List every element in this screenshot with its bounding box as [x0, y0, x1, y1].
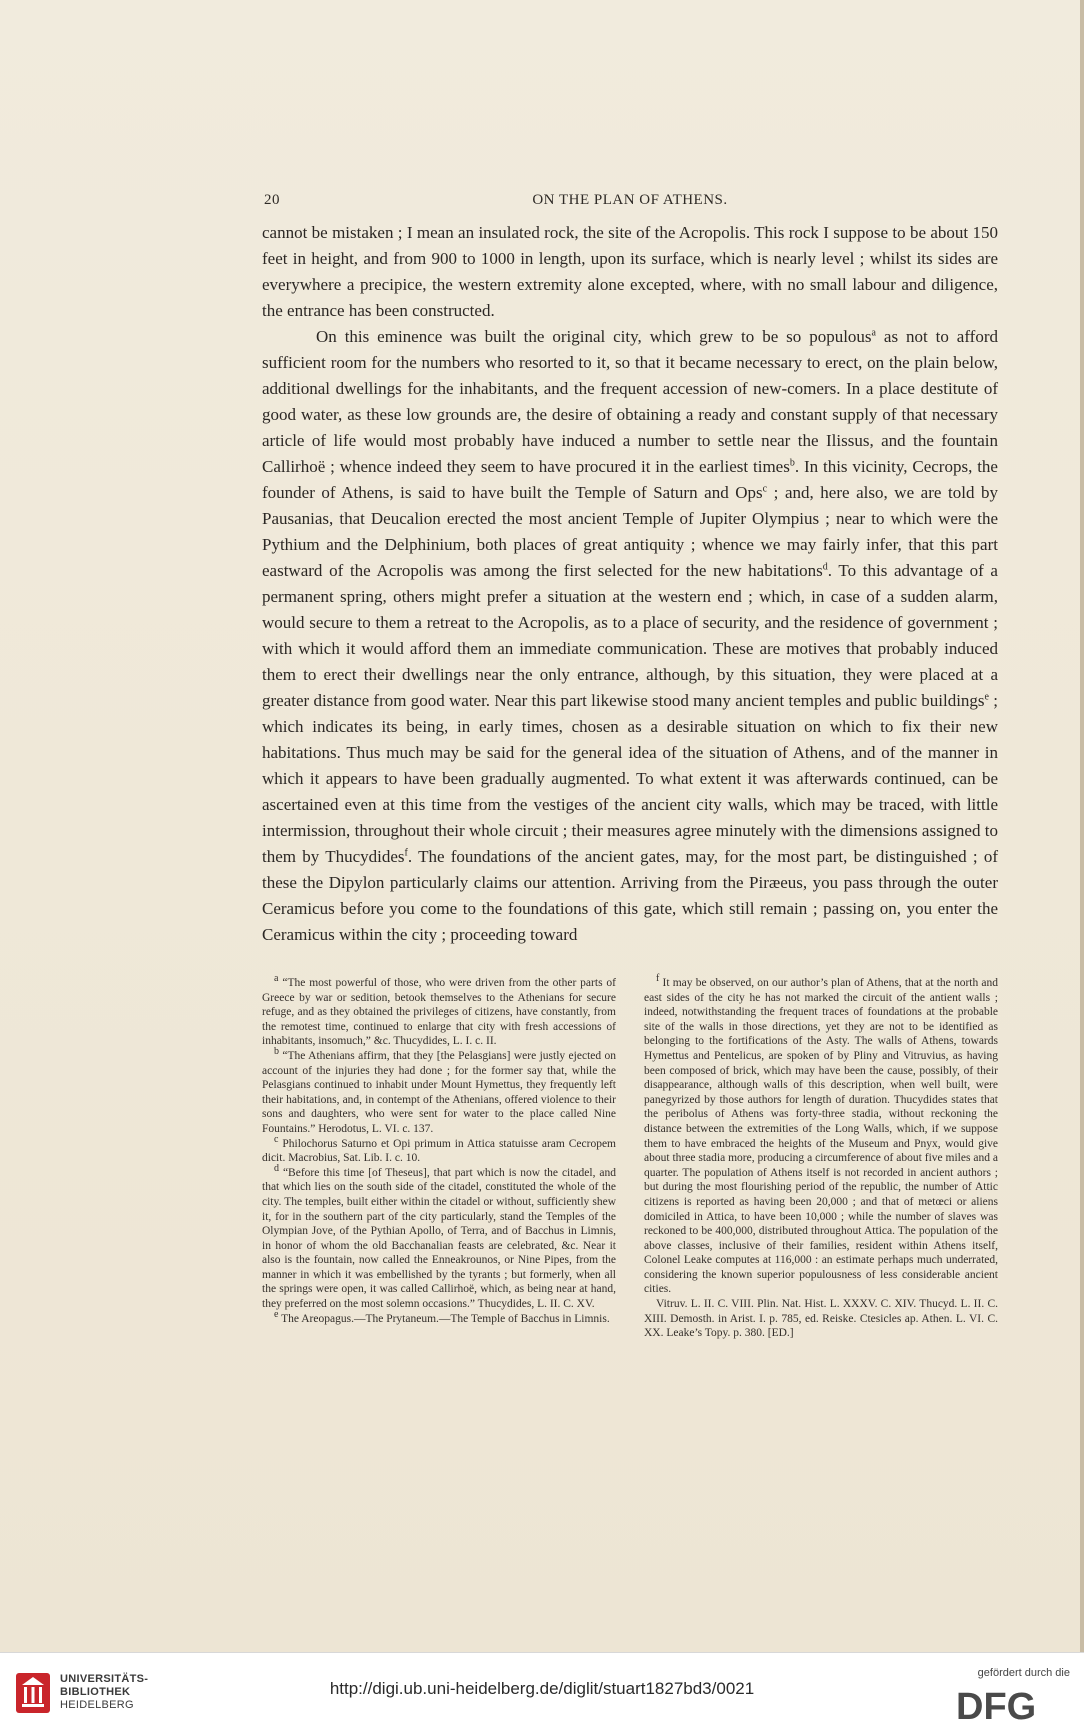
dfg-logo-icon[interactable]	[956, 1685, 1068, 1725]
page-edge	[1080, 0, 1084, 1652]
footnote-ref-e[interactable]: e	[984, 691, 989, 703]
funding-label: gefördert durch die	[977, 1667, 1070, 1679]
footnote-a: $^a$ “The most powerful of those, who were driven from the other parts of Greece by war or sedition, betook themselves to the Athenians for secure refuge, and as they obtained the privileges of citizens, have constantly, from the remotest time, continued to enlarge that city with fresh accessions of inhabitants, insomuch,” &c. Thucydides, L. I. c. II.	[262, 973, 617, 1048]
running-head	[262, 192, 998, 214]
footnote-d: $^d$ “Before this time [of Theseus], that part which is now the citadel, and that which lies on the south side of the citadel, constituted the whole of the city. The temples, built either within the citadel or without, sufficiently shew it, for in the southern part of the city particularly, stand the Temples of the Olympian Jove, of the Pythian Apollo, of Terra, and of Bacchus in Limnis, in honor of whom the old Bacchanalian feasts are celebrated, &c. Near it also is the fountain, now called the Enneakrounos, or Nine Pipes, from the manner in which it was embellished by the tyrants ; but formerly, when all the springs were open, it was called Callirhoë, which, as being near at hand, they preferred on the most solemn occasions.” Thucydides, L. II. C. XV.	[262, 1162, 617, 1311]
footnote-column-left	[262, 973, 617, 1326]
footnote-column-right	[644, 973, 999, 1341]
paragraph-2: On this eminence was built the original city, which grew to be so populous$^a$ as not to afford sufficient room for the numbers who resorted to it, so that it became necessary to erect, on the plain below, additional dwellings for the inhabitants, and the frequent accession of new-comers. In a place destitute of good water, as these low grounds are, the desire of obtaining a ready and constant supply of that necessary article of life would most probably have induced a number to settle near the Ilissus, and the fountain Callirhoë ; whence indeed they seem to have procured it in the earliest times$^b$. In this vicinity, Cecrops, the founder of Athens, is said to have built the Temple of Saturn and Ops$^c$ ; and, here also, we are told by Pausanias, that Deucalion erected the most ancient Temple of Jupiter Olympius ; near to which were the Pythium and the Delphinium, both places of great antiquity ; whence we may fairly infer, that this part eastward of the Acropolis was among the first selected for the new habitations$^d$. To this advantage of a permanent spring, others might prefer a situation at the western end ; which, in case of a sudden alarm, would secure to them a retreat to the Acropolis, as to a place of security, and the residence of government ; with which it would afford them an immediate communication. These are motives that probably induced them to erect their dwellings near the only entrance, although, by this situation, they were placed at a greater distance from good water. Near this part likewise stood many ancient temples and public buildings$^e$ ; which indicates its being, in early times, chosen as a desirable situation on which to fix their new habitations. Thus much may be said for the general idea of the situation of Athens, and of the manner in which it appears to have been gradually augmented. To what extent it was afterwards continued, can be ascertained even at this time from the vestiges of the ancient city walls, which may be traced, with little intermission, throughout their whole circuit ; their measures agree minutely with the dimensions assigned to them by Thucydides$^f$. The foundations of the ancient gates, may, for the most part, be distinguished ; of these the Dipylon particularly claims our attention. Arriving from the Piræeus, you pass through the outer Ceramicus before you come to the foundations of this gate, which still remain ; passing on, you enter the Ceramicus within the city ; proceeding toward	[262, 327, 998, 944]
page-number: 20	[264, 192, 280, 208]
footnote-f: $^f$ It may be observed, on our author’s plan of Athens, that at the north and east sides of the city he has not marked the circuit of the antient walls ; indeed, notwithstanding the frequent traces of foundations at the probable site of the walls in those directions, yet they are not to be identified as belonging to the fortifications of the Asty. The walls of Athens, towards Hymettus and Pentelicus, are spoken of by Pliny and Vitruvius, as having been composed of brick, which may have been the cause, possibly, of their disappearance, although walls of this description, when well built, were panegyrized by those authors for length of duration. Thucydides states that the peribolus of Athens was forty-three stadia, without reckoning the distance between the extremities of the Long Walls, which, if we suppose them to have embraced the heights of the Museum and Pnyx, would give about three stadia more, producing a circumference of about five miles and a quarter. The population of Athens itself is not recorded in ancient authors ; but during the most flourishing period of the republic, the number of Attic citizens is reported as having been 20,000 ; and that of metœci or aliens domiciled in Attica, to have been 10,000 ; while the number of slaves was reckoned to be 400,000, distributed throughout Attica. The population of the above classes, inclusive of their families, resident within Athens itself, Colonel Leake computes at 116,000 : an estimate perhaps much underrated, considering the known superior populousness of less considerable ancient cities.	[644, 973, 999, 1296]
svg-text:DFG: DFG	[956, 1686, 1037, 1725]
running-title: ON THE PLAN OF ATHENS.	[532, 192, 728, 208]
footnote-f-references: Vitruv. L. II. C. VIII. Plin. Nat. Hist. L. XXXV. C. XIV. Thucyd. L. II. C. XIII. Demosth. in Arist. I. p. 785, ed. Reiske. Ctesicles ap. Athen. L. VI. C. XX. Leake’s Topy. p. 380. [ED.]	[644, 1298, 998, 1340]
permalink-url[interactable]: http://digi.ub.uni-heidelberg.de/diglit/stuart1827bd3/0021	[329, 1679, 755, 1698]
footnote-ref-a[interactable]: a	[871, 327, 876, 339]
library-name[interactable]: UNIVERSITÄTS- BIBLIOTHEK HEIDELBERG	[60, 1673, 149, 1711]
footnote-ref-d[interactable]: d	[822, 561, 828, 573]
main-text	[262, 220, 998, 948]
viewer-footer	[0, 1652, 1084, 1734]
footnote-c: $^c$ Philochorus Saturno et Opi primum in Attica statuisse aram Cecropem dicit. Macrobius, Sat. Lib. I. c. 10.	[262, 1133, 617, 1165]
footnote-ref-f[interactable]: f	[404, 847, 408, 859]
footnote-ref-c[interactable]: c	[762, 483, 768, 495]
footnote-ref-b[interactable]: b	[789, 457, 795, 469]
paragraph-1: cannot be mistaken ; I mean an insulated rock, the site of the Acropolis. This rock I suppose to be about 150 feet in height, and from 900 to 1000 in length, upon its surface, which is nearly level ; whilst its sides are everywhere a precipice, the western extremity alone excepted, where, with no small labour and diligence, the entrance has been constructed.	[262, 223, 998, 320]
footnote-e: $^e$ The Areopagus.—The Prytaneum.—The Temple of Bacchus in Limnis.	[274, 1308, 610, 1325]
footnote-b: $^b$ “The Athenians affirm, that they [the Pelasgians] were justly ejected on account of the injuries they had done ; for the former say that, while the Pelasgians continued to inhabit under Mount Hymettus, they frequently left their habitations, and, in contempt of the Athenians, offered violence to their sons and daughters, who were sent for water to the place called Nine Fountains.” Herodotus, L. VI. c. 137.	[262, 1046, 617, 1135]
footnotes	[262, 973, 999, 1426]
